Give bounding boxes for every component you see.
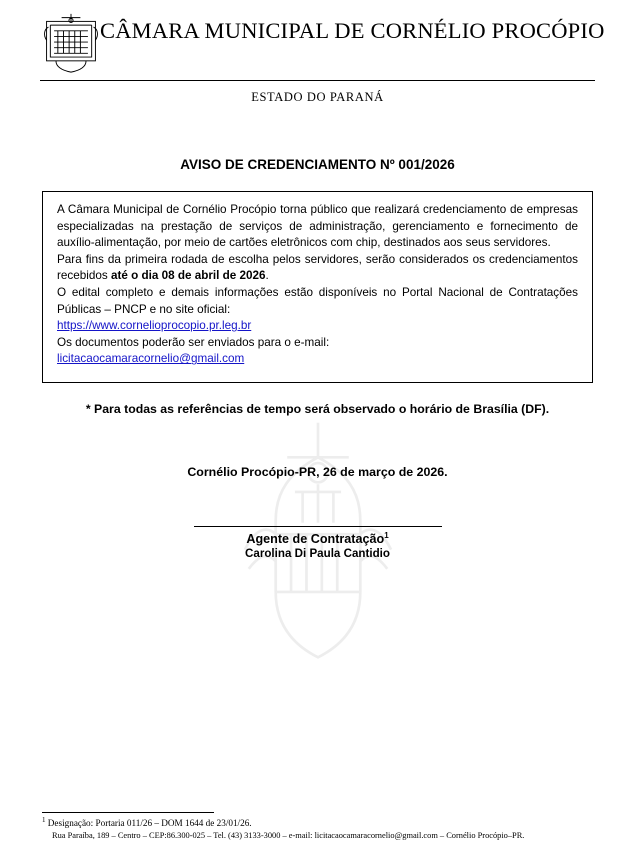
footer-address: Rua Paraíba, 189 – Centro – CEP:86.300-025 – Tel. (43) 3133-3000 – e-mail: licitacaocamaracornelio@gmail.com – Cornélio Procópio–PR. xyxy=(52,831,525,840)
signature-role-footnote-marker: 1 xyxy=(384,530,389,540)
notice-paragraph-3: O edital completo e demais informações estão disponíveis no Portal Nacional de Contratações Públicas – PNCP e no site oficial: xyxy=(57,286,578,316)
header-titles xyxy=(100,10,635,44)
header-divider xyxy=(40,80,595,81)
notice-paragraph-2 xyxy=(57,252,578,285)
email-link[interactable]: licitacaocamaracornelio@gmail.com xyxy=(57,352,245,366)
footnote xyxy=(42,816,593,829)
notice-deadline: até o dia 08 de abril de 2026 xyxy=(110,269,266,283)
notice-paragraph-2-after: . xyxy=(265,269,269,283)
footnote-marker: 1 xyxy=(42,815,46,824)
footnote-text: Designação: Portaria 011/26 – DOM 1644 de 23/01/26. xyxy=(47,817,252,828)
document-content xyxy=(0,157,635,560)
notice-paragraph-4: Os documentos poderão ser enviados para o e-mail: xyxy=(57,335,330,349)
time-reference-note: * Para todas as referências de tempo será observado o horário de Brasília (DF). xyxy=(85,402,550,417)
notice-paragraph-1: A Câmara Municipal de Cornélio Procópio torna público que realizará credenciamento de empresas especializadas na prestação de serviços de administração, gerenciamento e fornecimento de auxílio-alimentação, por meio de cartões eletrônicos com chip, destinados aos seus servidores. xyxy=(57,203,578,250)
signature-role xyxy=(42,531,593,546)
signature-name: Carolina Di Paula Cantidio xyxy=(245,547,390,561)
state-line: ESTADO DO PARANÁ xyxy=(251,90,384,104)
place-and-date: Cornélio Procópio-PR, 26 de março de 2026. xyxy=(187,464,448,479)
signature-role-text: Agente de Contratação xyxy=(246,532,385,547)
official-site-link[interactable]: https://www.cornelioprocopio.pr.leg.br xyxy=(57,319,252,333)
notice-email-line xyxy=(57,351,578,368)
footnote-divider xyxy=(42,812,214,813)
page-title: AVISO DE CREDENCIAMENTO Nº 001/2026 xyxy=(180,157,455,172)
notice-box xyxy=(42,191,593,383)
crest-icon xyxy=(42,12,100,74)
signature-block xyxy=(42,526,593,560)
document-footer xyxy=(0,812,635,840)
signature-line xyxy=(194,526,442,527)
organization-title: CÂMARA MUNICIPAL DE CORNÉLIO PROCÓPIO xyxy=(100,18,605,43)
document-header xyxy=(0,0,635,74)
notice-site-line xyxy=(57,318,578,335)
notice-paragraph-2-before: Para fins da primeira rodada de escolha pelos servidores, serão considerados os credenciamentos recebidos xyxy=(57,252,578,283)
